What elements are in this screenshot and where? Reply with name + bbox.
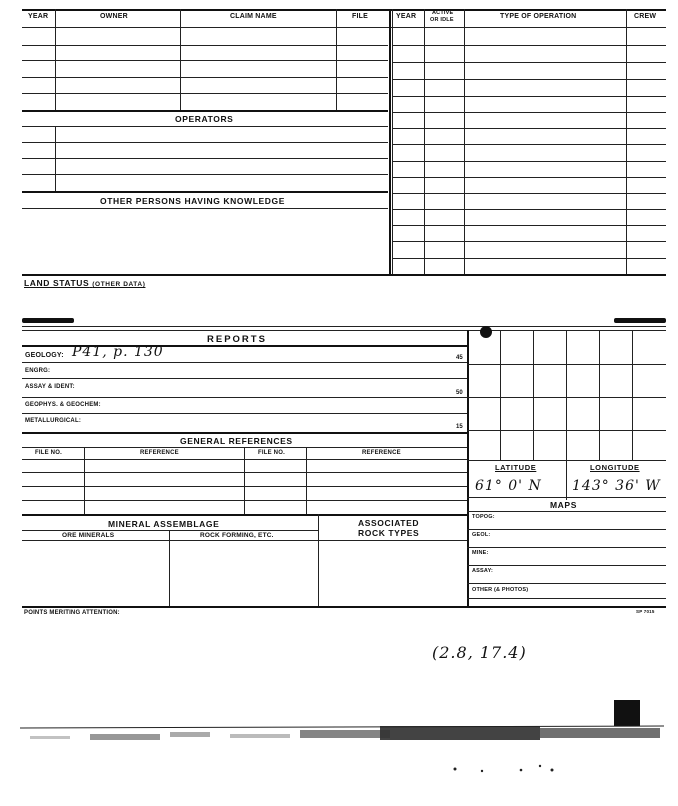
divider xyxy=(424,27,425,274)
row-line xyxy=(22,208,388,209)
row-line xyxy=(22,413,468,414)
ink-mark xyxy=(22,318,74,323)
reports-title: REPORTS xyxy=(207,334,267,345)
row-line xyxy=(22,110,388,112)
col-reference: REFERENCE xyxy=(140,450,179,456)
col-reference-2: REFERENCE xyxy=(362,450,401,456)
report-label-metallurgical: METALLURGICAL: xyxy=(25,418,82,424)
divider xyxy=(318,514,319,606)
code-metallurgical: 15 xyxy=(456,424,463,430)
grid-line xyxy=(599,330,600,460)
top-form-section xyxy=(0,0,678,290)
row-line xyxy=(392,225,666,226)
divider xyxy=(626,27,627,274)
row-line xyxy=(467,598,666,599)
report-label-engrg: ENGRG: xyxy=(25,368,51,374)
row-line xyxy=(22,540,468,541)
header-crew: CREW xyxy=(634,13,657,20)
row-line xyxy=(392,193,666,194)
row-line xyxy=(392,241,666,242)
rock-types-label: ROCK TYPES xyxy=(358,528,420,538)
row-line xyxy=(392,209,666,210)
row-line xyxy=(22,60,388,61)
report-label-assay: ASSAY & IDENT: xyxy=(25,384,75,390)
header-owner: OWNER xyxy=(100,13,128,20)
row-line xyxy=(392,62,666,63)
divider xyxy=(464,27,465,274)
divider xyxy=(244,447,245,514)
longitude-label: LONGITUDE xyxy=(590,463,640,472)
handwritten-coordinates: (2.8, 17.4) xyxy=(432,643,527,662)
report-label-geophys: GEOPHYS. & GEOCHEM: xyxy=(25,402,101,408)
map-row-assay: ASSAY: xyxy=(472,568,494,574)
row-line xyxy=(22,472,468,473)
map-row-mine: MINE: xyxy=(472,550,489,556)
row-line xyxy=(392,45,666,46)
row-line xyxy=(22,447,468,448)
row-line xyxy=(22,45,388,46)
divider xyxy=(55,27,56,110)
grid-line xyxy=(467,460,666,461)
row-line xyxy=(22,530,318,531)
row-line xyxy=(392,258,666,259)
row-line xyxy=(392,96,666,97)
row-line xyxy=(22,158,388,159)
grid-line xyxy=(467,397,666,398)
row-line xyxy=(22,77,388,78)
row-line xyxy=(22,191,388,193)
divider xyxy=(306,447,307,514)
scan-artifact-strip xyxy=(0,700,678,790)
map-row-topog: TOPOG: xyxy=(472,514,495,520)
other-persons-label: OTHER PERSONS HAVING KNOWLEDGE xyxy=(100,196,286,206)
associated-label: ASSOCIATED xyxy=(358,518,420,528)
grid-line xyxy=(533,330,534,460)
map-row-geol: GEOL: xyxy=(472,532,491,538)
row-line xyxy=(467,529,666,530)
grid-line xyxy=(500,330,501,460)
header-active: ACTIVE xyxy=(432,10,454,16)
code-assay: 50 xyxy=(456,390,463,396)
row-line xyxy=(22,397,468,398)
row-line xyxy=(392,177,666,178)
header-year-2: YEAR xyxy=(396,13,417,20)
row-line xyxy=(467,583,666,584)
divider xyxy=(169,530,170,606)
row-line xyxy=(467,565,666,566)
row-line xyxy=(392,144,666,145)
col-file-no-2: FILE NO. xyxy=(258,450,285,456)
header-type-of-operation: TYPE OF OPERATION xyxy=(500,13,577,20)
bottom-form-section xyxy=(0,310,678,630)
center-divider-inner xyxy=(392,9,393,275)
map-row-other: OTHER (& PHOTOS) xyxy=(472,587,529,593)
divider xyxy=(336,27,337,110)
points-meriting-attention-label: POINTS MERITING ATTENTION: xyxy=(24,610,120,616)
row-line xyxy=(22,514,468,516)
col-file-no: FILE NO. xyxy=(35,450,62,456)
divider xyxy=(180,27,181,110)
mineral-assemblage-title: MINERAL ASSEMBLAGE xyxy=(108,519,220,529)
report-label-geology: GEOLOGY: xyxy=(25,352,64,359)
center-divider xyxy=(389,9,391,275)
bottom-top-border-2 xyxy=(22,330,666,331)
bottom-top-border xyxy=(22,326,666,327)
divider xyxy=(55,9,56,27)
divider xyxy=(180,9,181,27)
row-line xyxy=(22,486,468,487)
header-file: FILE xyxy=(352,13,368,20)
row-line xyxy=(22,432,468,434)
divider xyxy=(336,9,337,27)
general-references-title: GENERAL REFERENCES xyxy=(180,436,293,446)
divider xyxy=(464,9,465,27)
row-line xyxy=(22,500,468,501)
ink-mark xyxy=(614,318,666,323)
grid-line xyxy=(632,330,633,460)
header-claim-name: CLAIM NAME xyxy=(230,13,277,20)
row-line xyxy=(22,362,468,363)
geology-handwritten: P41, p. 130 xyxy=(72,344,164,360)
maps-label: MAPS xyxy=(550,500,577,510)
latitude-value: 61° 0' N xyxy=(475,478,542,494)
row-line xyxy=(22,174,388,175)
row-line xyxy=(22,93,388,94)
longitude-value: 143° 36' W xyxy=(572,478,661,494)
grid-line xyxy=(566,330,567,500)
divider xyxy=(55,126,56,191)
row-line xyxy=(22,126,388,127)
row-line xyxy=(22,142,388,143)
row-line xyxy=(392,112,666,113)
form-code: SP 7015 xyxy=(636,609,655,614)
row-line xyxy=(467,547,666,548)
grid-line xyxy=(467,430,666,431)
land-status-label: LAND STATUS (OTHER DATA) xyxy=(24,278,146,288)
col-ore-minerals: ORE MINERALS xyxy=(62,532,115,539)
header-year: YEAR xyxy=(28,13,49,20)
top-border xyxy=(22,9,666,11)
row-line xyxy=(22,378,468,379)
bottom-border xyxy=(22,606,666,608)
punch-hole xyxy=(480,326,492,338)
row-line xyxy=(392,161,666,162)
col-rock-forming: ROCK FORMING, ETC. xyxy=(200,532,274,539)
code-geology: 45 xyxy=(456,355,463,361)
row-line xyxy=(22,459,468,460)
top-section-bottom xyxy=(22,274,666,276)
divider xyxy=(84,447,85,514)
header-bottom-line xyxy=(22,27,666,28)
row-line xyxy=(467,497,666,498)
row-line xyxy=(392,79,666,80)
row-line xyxy=(392,128,666,129)
operators-label: OPERATORS xyxy=(175,114,234,124)
divider xyxy=(424,9,425,27)
grid-line xyxy=(467,364,666,365)
latitude-label: LATITUDE xyxy=(495,463,537,472)
divider xyxy=(626,9,627,27)
header-or-idle: OR IDLE xyxy=(430,17,454,23)
row-line xyxy=(467,511,666,512)
